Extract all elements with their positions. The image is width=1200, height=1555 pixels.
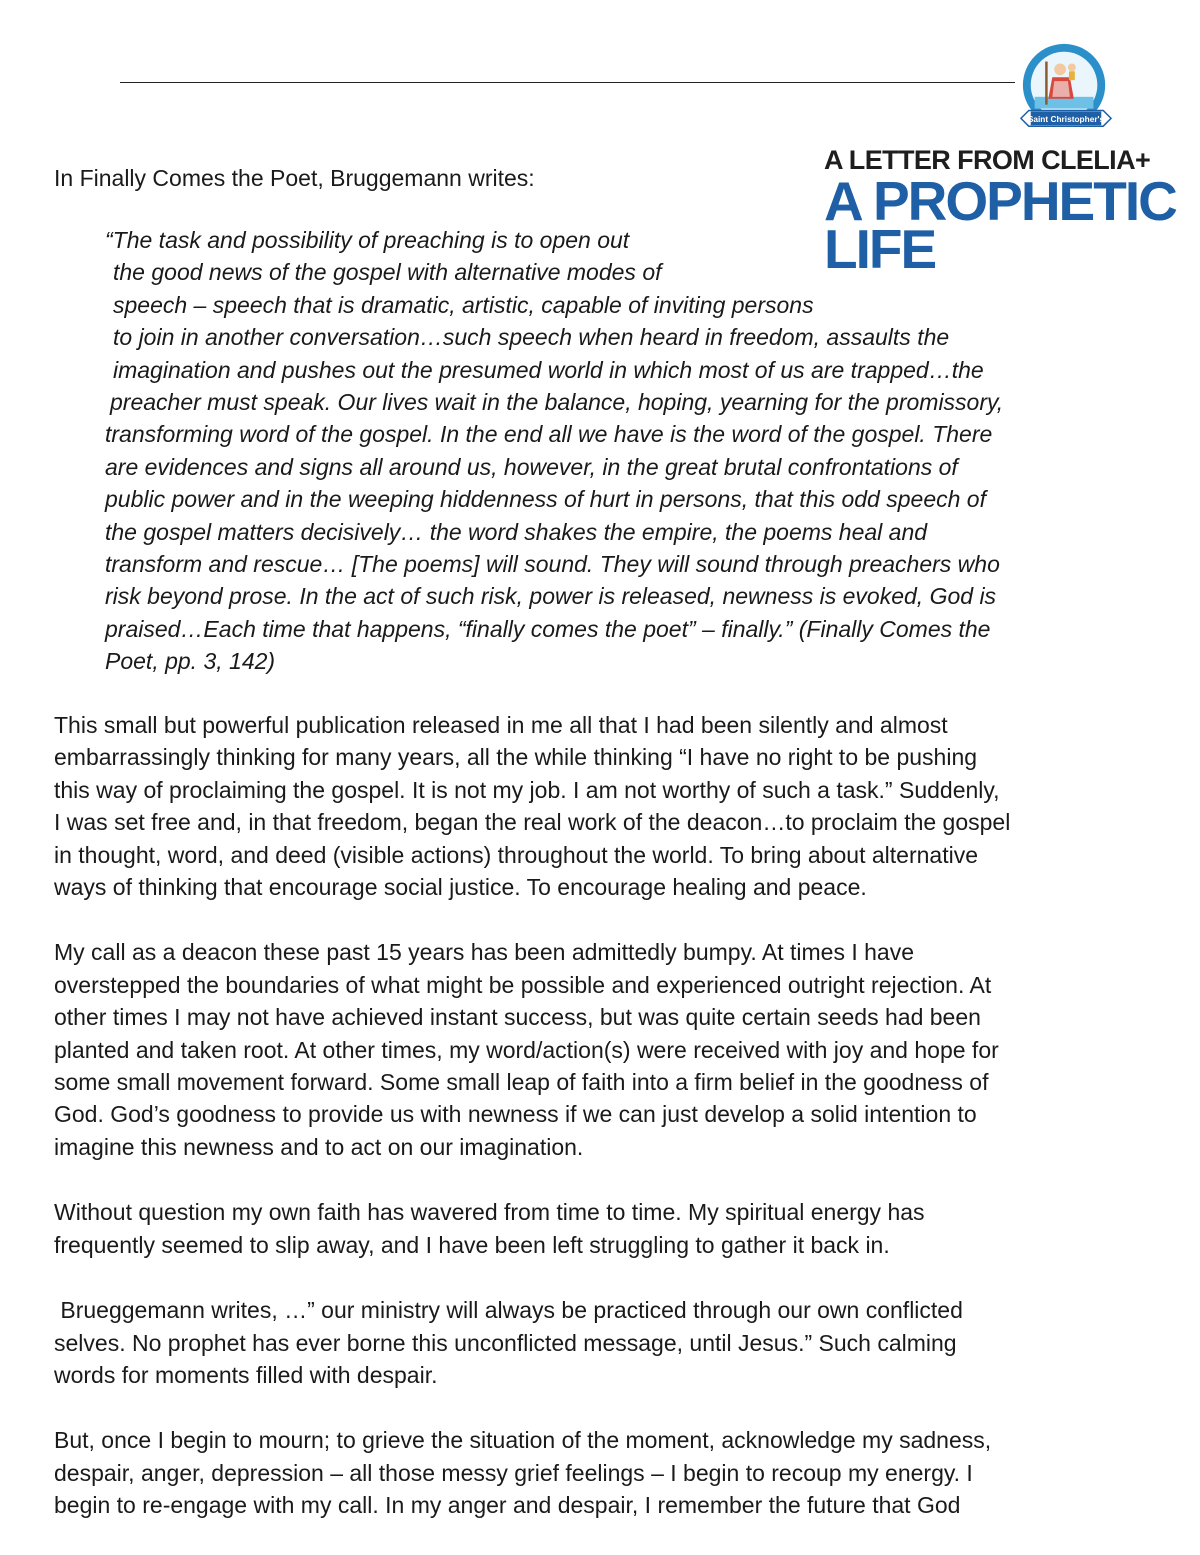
body-line: in thought, word, and deed (visible actions) throughout the world. To bring about alternative <box>54 841 978 868</box>
paragraph-mourn <box>54 1424 1164 1521</box>
body-line: embarrassingly thinking for many years, all the while thinking “I have no right to be pushing <box>54 744 978 771</box>
heading-title-line-2: LIFE <box>824 218 936 280</box>
paragraph-call <box>54 936 1164 1163</box>
quote-line: the good news of the gospel with alternative modes of <box>113 259 662 286</box>
body-line: My call as a deacon these past 15 years has been admittedly bumpy. At times I have <box>54 939 914 966</box>
body-line: overstepped the boundaries of what might be possible and experienced outright rejection. At <box>54 971 992 998</box>
body-line: imagine this newness and to act on our imagination. <box>54 1133 584 1160</box>
bruggemann-quote <box>105 224 1003 678</box>
paragraph-brueggemann <box>54 1294 1164 1391</box>
quote-line: the gospel matters decisively… the word shakes the empire, the poems heal and <box>105 518 928 545</box>
quote-line: are evidences and signs all around us, however, in the great brutal confrontations of <box>105 453 958 480</box>
header-rule <box>120 82 1015 83</box>
quote-line: preacher must speak. Our lives wait in the balance, hoping, yearning for the promissory, <box>110 389 1004 416</box>
quote-line: imagination and pushes out the presumed world in which most of us are trapped…the <box>113 356 984 383</box>
body-line: some small movement forward. Some small leap of faith into a firm belief in the goodness of <box>54 1069 989 1096</box>
intro-text: In Finally Comes the Poet, Bruggemann writes: <box>54 165 535 191</box>
quote-line: “The task and possibility of preaching is to open out <box>105 227 630 253</box>
logo-ribbon-text: Saint Christopher's <box>1027 113 1105 124</box>
body-line: begin to re-engage with my call. In my anger and despair, I remember the future that God <box>54 1492 961 1519</box>
body-line: I was set free and, in that freedom, began the real work of the deacon…to proclaim the gospel <box>54 809 1011 836</box>
body-line: selves. No prophet has ever borne this unconflicted message, until Jesus.” Such calming <box>54 1329 957 1356</box>
quote-line: praised…Each time that happens, “finally comes the poet” – finally.” (Finally Comes the <box>105 615 991 642</box>
heading-title-line-1: A PROPHETIC <box>824 170 1176 232</box>
body-line: frequently seemed to slip away, and I have been left struggling to gather it back in. <box>54 1231 890 1258</box>
paragraph-faith <box>54 1196 1164 1261</box>
body-line: ways of thinking that encourage social justice. To encourage healing and peace. <box>54 874 867 901</box>
quote-line: to join in another conversation…such speech when heard in freedom, assaults the <box>113 324 950 351</box>
body-line: other times I may not have achieved instant success, but was quite certain seeds had been <box>54 1004 981 1031</box>
quote-line: risk beyond prose. In the act of such risk, power is released, newness is evoked, God is <box>105 583 997 610</box>
body-line: This small but powerful publication released in me all that I had been silently and almost <box>54 712 948 738</box>
paragraph-publication <box>54 709 1164 903</box>
saint-christophers-logo <box>1017 40 1115 136</box>
heading-kicker: A LETTER FROM CLELIA+ <box>824 145 1151 175</box>
body-line: Without question my own faith has wavered from time to time. My spiritual energy has <box>54 1199 925 1226</box>
body-line: words for moments filled with despair. <box>54 1361 438 1388</box>
body-line: Brueggemann writes, …” our ministry will always be practiced through our own conflicted <box>54 1297 963 1324</box>
body-line: planted and taken root. At other times, my word/action(s) were received with joy and hope for <box>54 1036 999 1063</box>
body-line: despair, anger, depression – all those messy grief feelings – I begin to recoup my energy. I <box>54 1459 973 1486</box>
body-line: God. God’s goodness to provide us with newness if we can just develop a solid intention to <box>54 1101 977 1128</box>
letter-body <box>54 709 1164 1555</box>
quote-line: transforming word of the gospel. In the end all we have is the word of the gospel. There <box>105 421 993 448</box>
body-line: But, once I begin to mourn; to grieve the situation of the moment, acknowledge my sadness, <box>54 1427 992 1454</box>
quote-line: public power and in the weeping hiddenness of hurt in persons, that this odd speech of <box>105 486 986 513</box>
quote-line: speech – speech that is dramatic, artistic, capable of inviting persons <box>113 291 814 318</box>
body-line: this way of proclaiming the gospel. It is not my job. I am not worthy of such a task.” Suddenly, <box>54 776 1000 803</box>
quote-line: Poet, pp. 3, 142) <box>105 648 276 675</box>
quote-line: transform and rescue… [The poems] will sound. They will sound through preachers who <box>105 551 1000 578</box>
